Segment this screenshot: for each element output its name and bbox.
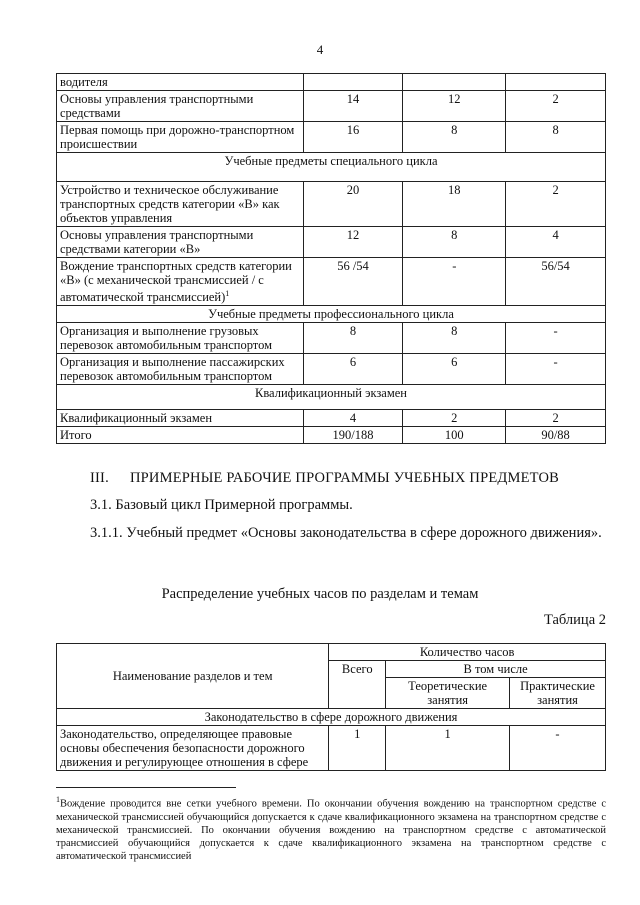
theory-hours: 100: [403, 427, 506, 444]
section-row: [57, 385, 606, 410]
practice-hours: -: [510, 726, 606, 771]
section-heading-legislation: Законодательство в сфере дорожного движения: [57, 709, 606, 726]
hours-table: [56, 73, 606, 444]
total-hours: 4: [303, 410, 403, 427]
subject-name-text: Вождение транспортных средств категории «В» (с механической трансмиссией / с автоматической трансмиссией): [60, 259, 292, 305]
total-hours: 6: [303, 354, 403, 385]
practice-hours: 56/54: [506, 258, 606, 306]
subject-name: Первая помощь при дорожно-транспортном происшествии: [57, 122, 304, 153]
subject-name: Основы управления транспортными средствами категории «В»: [57, 227, 304, 258]
topics-table: [56, 643, 606, 771]
header-total: Всего: [329, 661, 386, 709]
subject-name: Организация и выполнение грузовых перевозок автомобильным транспортом: [57, 323, 304, 354]
page-number: 4: [316, 42, 324, 57]
theory-hours: 2: [403, 410, 506, 427]
subject-name: [57, 258, 304, 306]
practice-hours: 4: [506, 227, 606, 258]
section-heading-special: Учебные предметы специального цикла: [57, 153, 606, 182]
subject-name: Квалификационный экзамен: [57, 410, 304, 427]
footnote-reference: 1: [225, 289, 230, 298]
total-hours: 56 /54: [303, 258, 403, 306]
theory-hours: 8: [403, 323, 506, 354]
practice-hours: 2: [506, 91, 606, 122]
section-heading-professional: Учебные предметы профессионального цикла: [57, 306, 606, 323]
table-row: [57, 258, 606, 306]
header-name: Наименование разделов и тем: [57, 644, 329, 709]
total-row: [57, 427, 606, 444]
table-label: Таблица 2: [543, 612, 606, 628]
total-hours: 20: [303, 182, 403, 227]
practice-hours: [506, 74, 606, 91]
header-theory: Теоретические занятия: [386, 678, 510, 709]
total-hours: 1: [329, 726, 386, 771]
table-row: [57, 74, 606, 91]
subject-name: Устройство и техническое обслуживание транспортных средств категории «В» как объектов управления: [57, 182, 304, 227]
theory-hours: 6: [403, 354, 506, 385]
practice-hours: 2: [506, 410, 606, 427]
distribution-title: Распределение учебных часов по разделам и темам: [161, 586, 479, 602]
section-row: [57, 306, 606, 323]
footnote-text: Вождение проводится вне сетки учебного времени. По окончании обучения вождению на транспортном средстве с механической трансмиссией обучающийся допускается к сдаче квалификационного экзамена на транспортном средстве с механической трансмиссией. По окончании обучения вождению на транспортном средстве с автоматической трансмиссией обучающийся допускается к сдаче квалификационного экзамена на транспортном средстве с автоматической трансмиссией: [56, 798, 606, 862]
total-hours: 16: [303, 122, 403, 153]
section-row: [57, 709, 606, 726]
topic-name: Законодательство, определяющее правовые основы обеспечения безопасности дорожного движения и регулирующее отношения в сфере: [57, 726, 329, 771]
header-practice: Практические занятия: [510, 678, 606, 709]
theory-hours: 12: [403, 91, 506, 122]
paragraph-subject: 3.1.1. Учебный предмет «Основы законодательства в сфере дорожного движения».: [90, 525, 602, 541]
practice-hours: 2: [506, 182, 606, 227]
theory-hours: 8: [403, 227, 506, 258]
practice-hours: -: [506, 354, 606, 385]
total-hours: 12: [303, 227, 403, 258]
footnote-divider: [56, 787, 236, 788]
theory-hours: 1: [386, 726, 510, 771]
theory-hours: [403, 74, 506, 91]
table-row: [57, 323, 606, 354]
total-hours: 14: [303, 91, 403, 122]
subject-name: Основы управления транспортными средствами: [57, 91, 304, 122]
section-title: ПРИМЕРНЫЕ РАБОЧИЕ ПРОГРАММЫ УЧЕБНЫХ ПРЕДМЕТОВ: [130, 470, 560, 486]
header-including: В том числе: [386, 661, 606, 678]
table-row: [57, 227, 606, 258]
practice-hours: 8: [506, 122, 606, 153]
practice-hours: 90/88: [506, 427, 606, 444]
header-row: [57, 644, 606, 661]
table-row: [57, 122, 606, 153]
section-heading-exam: Квалификационный экзамен: [57, 385, 606, 410]
total-hours: 8: [303, 323, 403, 354]
practice-hours: -: [506, 323, 606, 354]
theory-hours: 8: [403, 122, 506, 153]
subject-name: водителя: [57, 74, 304, 91]
total-label: Итого: [57, 427, 304, 444]
footnote: [56, 793, 606, 863]
table-row: [57, 354, 606, 385]
theory-hours: -: [403, 258, 506, 306]
table-row: [57, 410, 606, 427]
subject-name: Организация и выполнение пассажирских перевозок автомобильным транспортом: [57, 354, 304, 385]
table-row: [57, 726, 606, 771]
footnote-mark: 1: [56, 795, 60, 804]
section-heading: [90, 470, 559, 487]
total-hours: 190/188: [303, 427, 403, 444]
table-row: [57, 182, 606, 227]
section-roman-numeral: III.: [90, 470, 109, 486]
table-row: [57, 91, 606, 122]
paragraph-basic-cycle: 3.1. Базовый цикл Примерной программы.: [90, 497, 353, 513]
theory-hours: 18: [403, 182, 506, 227]
total-hours: [303, 74, 403, 91]
section-row: [57, 153, 606, 182]
header-hours: Количество часов: [329, 644, 606, 661]
